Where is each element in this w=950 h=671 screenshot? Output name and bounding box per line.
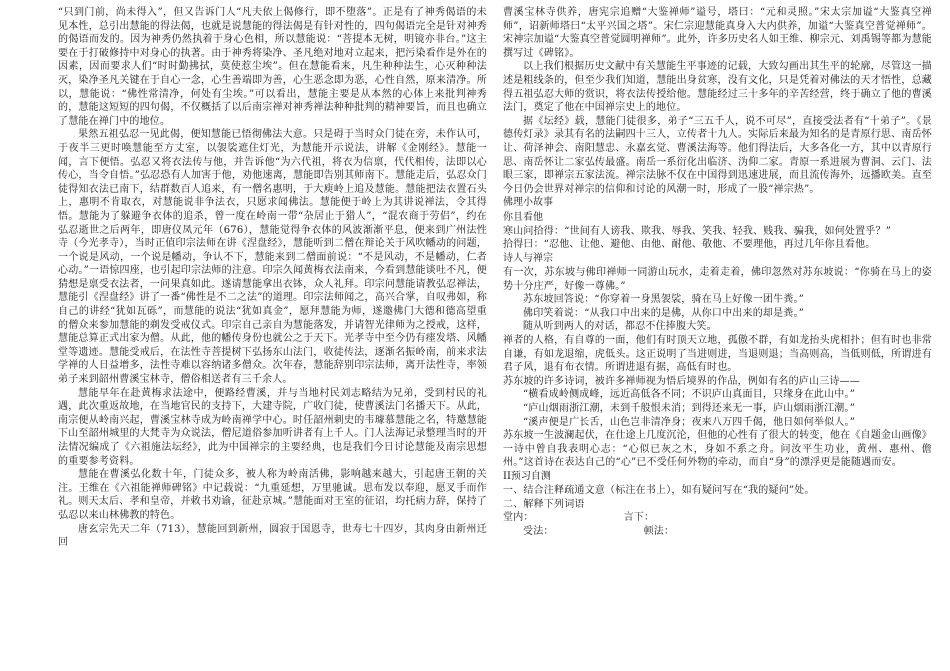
story-line: 禅者的人格，有自尊的一面，他们有时顶天立地，孤傲不群，有如龙抬头虎相扑；但有时也非常自谦，有如龙退缩，虎低头。这正说明了当进则进，当退则退；当高则高，当低则低，所谓进有君子风，退有布衣情。所谓进退有据，高低有时也。 xyxy=(503,335,932,374)
story-line: 佛印笑着说：“从我口中出来的是佛，从你口中出来的却是粪。” xyxy=(523,307,805,319)
story-title-poet-and-zen: 诗人与禅宗 xyxy=(503,252,553,264)
paragraph: 果然五祖弘忍一见此偈，便知慧能已悟彻佛法大意。只是碍于当时众门徒在旁，未作认可，于夜半三更时唤慧能至方丈室，以袈裟遮住灯光，为慧能开示说法，讲解《金刚经》。慧能一闻，言下便悟。弘忍又将衣法传与他，并告诉他“为六代祖，将衣为信禀，代代相传，法即以心传心，当令自悟。”弘忍恐有人加害于他，劝他速离，慧能即告别其师南下。慧能走后，弘忍众门徒得知衣法已南下，结群数百人追来，有一僧名惠明，于大庾岭上追及慧能。慧能把法衣置石头上，惠明不肯取衣，对慧能说非争法衣，只愿求闻佛法。慧能便于岭上为其讲说禅法，令其得悟。慧能为了躲避争衣体的追杀，曾一度在岭南一带“杂居止于猎人”，“混农商于劳侣”，约在弘忍逝世之后两年，即唐仪凤元年（676），慧能觉得争衣体的风波渐渐平息，便来到广州法性寺（今光孝寺），当时正值印宗法师在讲《涅盘经》，慧能听到二僧在辩论关于风吹幡动的问题，一个说是风动，一个说是幡动，争认不下，慧能来到二僧面前说：“不是风动，不是幡动，仁者心动。”一语惊四座，也引起印宗法师的注意。印宗久闻黄梅衣法南来，今看到慧能谈吐不凡，便猜想是禀受衣法者，一问果真如此。遂请慧能拿出衣钵，众人礼拜。印宗问慧能请教弘忍禅法，慧能引《涅盘经》讲了一番“佛性是不二之法”的道理。印宗法师闻之，高兴合掌，自叹弗如，称自己的讲经“犹如瓦砾”，而慧能的说法“犹如真金”，愿拜慧能为师，遂邀佛门大德和德高望重的僧众来参加慧能的剃发受戒仪式。印宗自己亲自为慧能落发，并请智光律师为之授戒，这样，慧能总算正式出家为僧。从此，他的幡传身份也就公之于天下。光孝寺中至今仍有瘗发塔、风幡堂等遗迹。慧能受戒后，在法性寺菩提树下弘扬东山法门，收徒传法，逐渐名振岭南，前来求法学禅的人日益增多，法性寺难以容纳诸多僧众。次年春，慧能辞别印宗法师，离开法性寺，率领弟子来到韶州曹溪宝林寺，僧俗相送者有三千余人。 xyxy=(58,129,487,386)
vocab-term: 顿法： xyxy=(643,526,675,537)
section-heading-pre-study: II预习自测 xyxy=(503,471,551,483)
paragraph: 唐玄宗先天二年（713），慧能回到新州，圆寂于国恩寺，世寿七十四岁，其肉身由新州迁回 xyxy=(58,523,487,549)
paragraph: 慧能在曹溪弘化数十年，门徒众多，被人称为岭南活佛，影响越来越大，引起唐王朝的关注。王维在《六祖能禅师碑铭》中记载说：“九重延想，万里驰诚。思布发以奉迎，愿叉手而作礼。则天太后、孝和皇帝，并敕书劝谕，征赴京城。”慧能面对王室的征诏，均托病力辞，保持了弘忍以来山林佛教的特色。 xyxy=(58,469,487,521)
paragraph: 曹溪宝林寺供养，唐宪宗追赠“大鉴禅师”谥号，塔曰：“元和灵照。”宋太宗加谥“大鉴真空禅师”，诏新师塔曰“太平兴国之塔”。宋仁宗迎慧能真身入大内供养，加谥“大鉴真空普觉禅师”。宋神宗加谥“大鉴真空普觉圆明禅师”。此外，许多历史名人如王维、柳宗元、刘禹锡等都为慧能撰写过《碑铭》。 xyxy=(503,7,932,59)
vocab-term: 堂内： xyxy=(503,512,534,524)
vocab-term: 受法： xyxy=(523,526,554,537)
poem-line: “溪声便是广长舌，山色岂非清净身；夜来八万四千偈，他日如何举似人。” xyxy=(523,416,856,428)
paragraph: 以上我们根据历史文献中有关慧能生平事迹的记载，大致勾画出其生平的轮廓，尽管这一描述是粗线条的，但至少我们知道，慧能出身贫寒，没有文化，只是凭着对佛法的天才悟性，总藏得五祖弘忍大师的赏识，将衣法传授给他。慧能经过三十多年的辛苦经营，终于确立了他的曹溪法门，奠定了他在中国禅宗史上的地位。 xyxy=(503,61,932,114)
vocab-term: 言下： xyxy=(623,512,655,524)
story-title-you-watch-him: 你且看他 xyxy=(503,211,543,223)
story-line: 苏东坡回答说：“你穿着一身黑袈裟，骑在马上好像一团牛粪。” xyxy=(523,294,805,306)
vocab-row xyxy=(503,525,932,539)
exercise-item: 一、结合注释疏通文意（标注在书上），如有疑问写在“我的疑问”处。 xyxy=(503,485,815,497)
exercise-item: 二、解释下列词语 xyxy=(503,498,585,510)
poem-line: “横看成岭侧成峰，远近高低各不同；不识庐山真面目，只缘身在此山中。” xyxy=(523,389,856,401)
story-line: 寒山问拾得：“世间有人谤我、欺我、辱我、笑我、轻我、贱我、骗我，如何处置乎？” xyxy=(503,225,892,237)
paragraph: “只到门前，尚未得入”，但又告诉门人“凡夫依上偈修行，即不堕落”。正是有了神秀偈语的未见本性，总引出慧能的得法偈，也就是说慧能的得法偈是有针对性的，四句偈语完全是针对神秀的偈语而发的。因为神秀仍然执着于身心色相，所以慧能说：“菩提本无树，明镜亦非台。”这主要在于打破修持中对身心的执著。由于神秀将染净、圣凡绝对地对立起来，把污染看作是外在的因素，因而要求人们“时时勤拂拭，莫使惹尘埃”。但在慧能看来，凡生种种法生，心灭种种法灭，染净圣凡关键在于自心一念，心生善端即为善，心生恶念即为恶，心性自然，原来清净。所以，慧能说：“佛性常清净，何处有尘埃。”可以看出，慧能主要是从本然的心体上来批判神秀的，慧能这短短的四句偈，不仅概括了以后南宗禅对神秀禅法种种批判的精神要旨，而且也确立了慧能在禅门中的地位。 xyxy=(58,7,487,127)
right-column xyxy=(503,6,932,665)
story-line: 拾得曰：“忍他、让他、避他、由他、耐他、敬他、不要理他，再过几年你且看他。 xyxy=(503,239,876,251)
story-line: 有一次，苏东坡与佛印禅师一同游山玩水，走着走着，佛印忽然对苏东坡说：“你骑在马上的姿势十分庄严，好像一尊佛。” xyxy=(503,267,932,292)
left-column xyxy=(58,6,487,665)
paragraph: 据《坛经》载，慧能门徒很多，弟子“三五千人，说不可尽”，直接受法者有“十弟子”。《景德传灯录》录其有名的法嗣四十三人，立传者十九人。实际后来最为知名的是青原行思、南岳怀让、荷泽神会、南阳慧忠、永嘉玄觉、曹溪法海等。他们得法后，大多各化一方，其中以青原行思、南岳怀让二家弘传最盛。南岳一系衍化出临济、沩仰二家。青原一系进展为曹洞、云门、法眼三家，即禅宗五家法流。禅宗法脉不仅在中国得到迅速进展，而且流传海外，远播欧美。直至今日仍会世界对禅宗的信仰和讨论的风潮一时，形成了一股“禅宗热”。 xyxy=(503,115,932,195)
story-line: 随从听到两人的对话，都忍不住捧腹大笑。 xyxy=(523,321,717,333)
story-line: 苏东坡的许多诗词，被许多禅师视为悟后境界的作品，例如有名的庐山三诗—— xyxy=(503,375,860,387)
poem-line: “庐山烟雨浙江潮，未到千般恨未消；到得还来无一事，庐山烟雨浙江潮。” xyxy=(523,403,856,415)
section-heading-buddhist-stories: 佛理小故事 xyxy=(503,197,553,209)
vocab-row xyxy=(503,511,932,525)
paragraph: 慧能早年在赴黄梅求法途中，便路经曹溪，并与当地村民刘志略结为兄弟，受到村民的礼遇，此次重返故地，在当地官民的支持下，大建寺院，广收门徒，使曹溪法门名播天下。从此，南宗便从岭南兴起，曹溪宝林寺成为岭南禅学中心。时任韶州刺史的韦璩慕慧能之名，特邀慧能下山至韶州城里的大梵寺为众说法，僧尼道俗参加听讲者有上千人。门人法海记录整理当时的开法情况编成了《六祖施法坛经》，此为中国禅宗的主要经典，也是我们今日讨论慧能及南宗思想的重要参考资料。 xyxy=(58,387,487,467)
story-line: 苏东坡一生波澜起伏，在仕途上几度沉沦，但他的心性有了很大的转变，他在《自题金山画像》一诗中曾自我表明心志：“心似已灰之木，身如不系之舟。问汝平生功业，黄州、惠州、儋州。”这首诗在表达自己的“心”已不受任何外物的牵动，而自“身”的漂浮更是能随遇而安。 xyxy=(503,430,932,469)
